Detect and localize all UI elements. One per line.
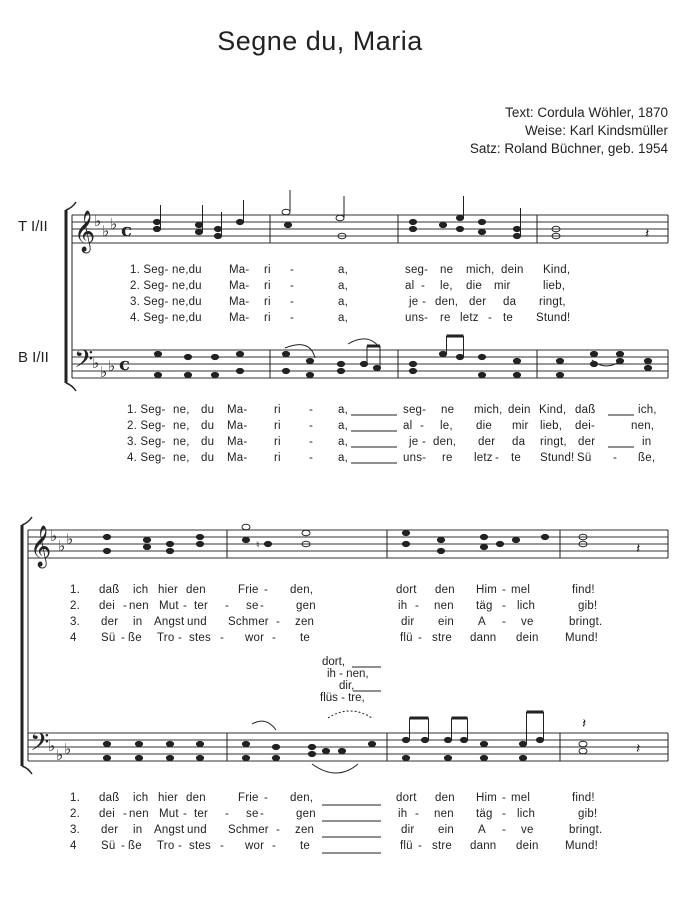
svg-text:♭: ♭: [58, 537, 66, 555]
svg-text:♭: ♭: [94, 212, 102, 230]
svg-text:c: c: [119, 354, 130, 375]
svg-text:♮: ♮: [256, 540, 260, 551]
key-signatures: [48, 212, 117, 764]
extra-lyric-2: ih - nen,: [327, 668, 369, 680]
svg-text:♭: ♭: [108, 357, 116, 375]
svg-text:♭: ♭: [102, 222, 110, 240]
voice-label-bass: B I/II: [18, 349, 49, 366]
staff-tenor-2: [28, 530, 668, 558]
extra-lyric-3: dir,: [339, 680, 355, 692]
svg-text:𝄽: 𝄽: [645, 225, 650, 241]
extra-lyric-1: dort,: [322, 656, 346, 668]
svg-text:♭: ♭: [100, 363, 108, 381]
extra-lyric-4: flüs - tre,: [320, 692, 365, 704]
svg-text:♭: ♭: [48, 737, 56, 755]
treble-clef-icon: 𝄞: [30, 526, 52, 567]
svg-text:𝄽: 𝄽: [636, 540, 641, 556]
setting-arranger: Satz: Roland Büchner, geb. 1954: [469, 141, 668, 156]
system-brackets: [22, 202, 76, 774]
svg-text:♭: ♭: [56, 746, 64, 764]
staff-bass-2: [28, 733, 668, 761]
song-title: Segne du, Maria: [217, 26, 423, 56]
clefs: [30, 210, 95, 763]
voice-label-tenor: T I/II: [18, 218, 48, 235]
svg-text:♭: ♭: [66, 530, 74, 548]
bass-clef-icon: 𝄢: [74, 345, 94, 380]
svg-text:♭: ♭: [64, 740, 72, 758]
svg-text:𝄽: 𝄽: [636, 740, 641, 756]
svg-text:♭: ♭: [110, 215, 118, 233]
staff-tenor-1: [72, 215, 668, 243]
text-author: Text: Cordula Wöhler, 1870: [505, 105, 668, 120]
svg-text:♭: ♭: [50, 527, 58, 545]
bass-clef-icon: 𝄢: [30, 728, 50, 763]
treble-clef-icon: 𝄞: [74, 211, 96, 252]
notes-tenor-1: [153, 190, 649, 241]
svg-text:c: c: [121, 220, 132, 241]
svg-text:♭: ♭: [92, 354, 100, 372]
melody-composer: Weise: Karl Kindsmüller: [524, 123, 668, 138]
svg-text:𝄽: 𝄽: [582, 715, 587, 731]
